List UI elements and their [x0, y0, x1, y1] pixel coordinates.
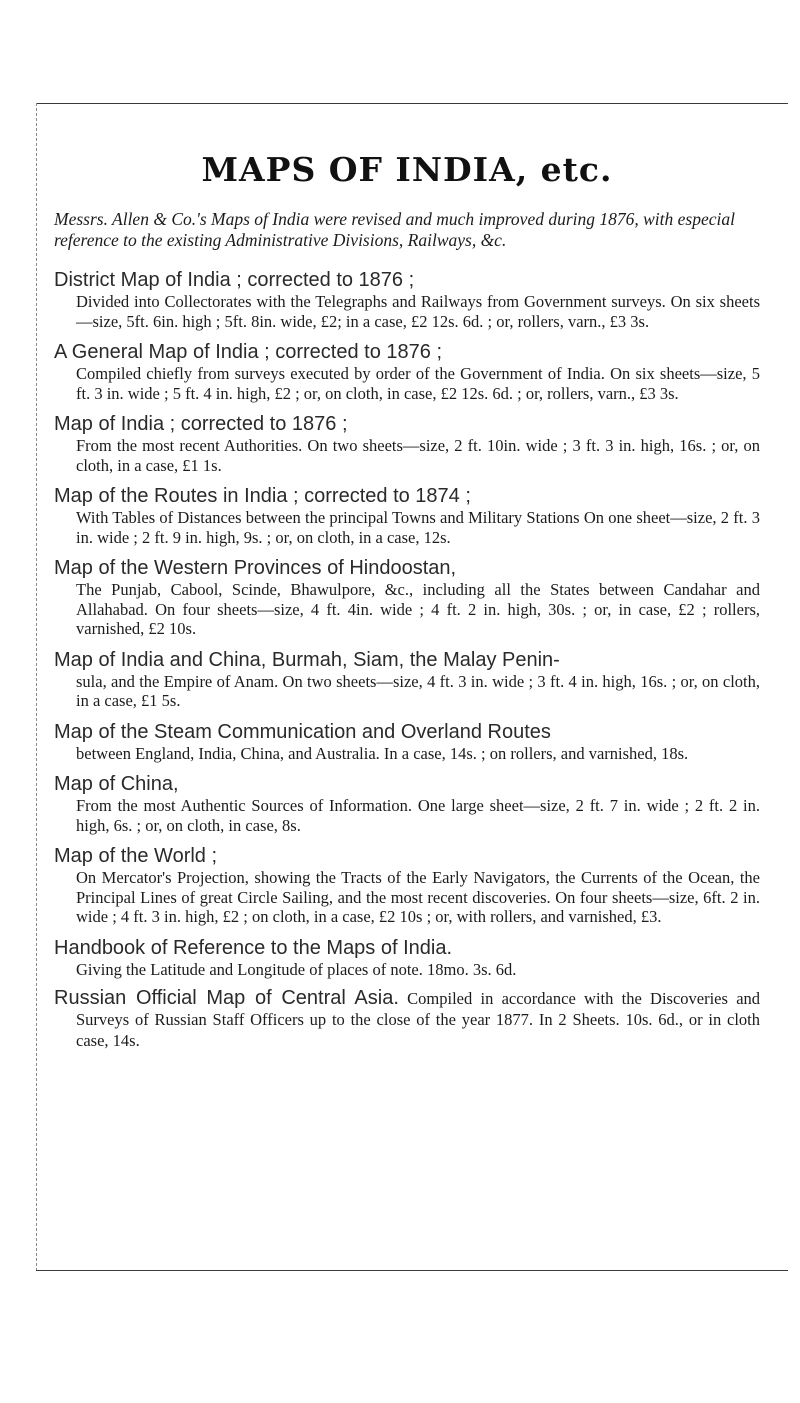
catalogue-entry-routes-map	[54, 484, 760, 547]
entry-title: Map of China,	[54, 773, 179, 795]
entry-title: Map of the Steam Communication and Overland Routes	[54, 720, 551, 743]
catalogue-entry-map-of-india	[54, 412, 760, 475]
catalogue-entry-world-map	[54, 844, 760, 927]
entry-description: Divided into Collectorates with the Telegraphs and Railways from Government surveys. On six sheets—size, 5ft. 6in. high ; 5ft. 8in. wide, £2; in a case, £2 12s. 6d. ; or, rollers, varn., £3 3s.	[76, 292, 760, 331]
catalogue-entry-handbook	[54, 936, 760, 980]
entry-title: Map of the Routes in India ; corrected to 1874 ;	[54, 485, 471, 507]
catalogue-entry-general-map	[54, 340, 760, 403]
catalogue-entry-district-map	[54, 268, 760, 331]
entry-title: Russian Official Map of Central Asia.	[54, 987, 399, 1009]
catalogue-entry-china-map	[54, 772, 760, 835]
catalogue-entry-india-china-map	[54, 648, 760, 711]
left-margin-rule	[36, 103, 37, 1271]
entry-title: Map of India ; corrected to 1876 ;	[54, 413, 348, 435]
entry-description: On Mercator's Projection, showing the Tracts of the Early Navigators, the Currents of the Ocean, the Principal Lines of great Circle Sailing, and the most recent discoveries. On four sheets—size, 6ft. 2 in. wide ; 4 ft. 3 in. high, £2 ; on cloth, in a case, £2 10s ; or, with rollers, and varnished, £3.	[76, 868, 760, 926]
page-title: MAPS OF INDIA, etc.	[201, 150, 613, 189]
catalogue-entry-russian-map	[54, 988, 760, 1051]
entry-description: between England, India, China, and Australia. In a case, 14s. ; on rollers, and varnished, 18s.	[76, 743, 689, 763]
entry-description: sula, and the Empire of Anam. On two sheets—size, 4 ft. 3 in. wide ; 3 ft. 4 in. high, 16s. ; or, on cloth, in a case, £1 5s.	[76, 671, 760, 710]
entry-description: The Punjab, Cabool, Scinde, Bhawulpore, &c., including all the States between Candahar and Allahabad. On four sheets—size, 4 ft. 4in. wide ; 4 ft. 2 in. high, 30s. ; or, in case, £2 ; rollers, varnished, £2 10s.	[76, 580, 760, 638]
catalogue-entry-western-provinces-map	[54, 556, 760, 639]
entry-title: District Map of India ; corrected to 1876 ;	[54, 269, 415, 291]
entry-title: Map of the World ;	[54, 845, 218, 867]
entry-title: A General Map of India ; corrected to 1876 ;	[54, 341, 443, 363]
catalogue-entry-steam-communication-map	[54, 720, 760, 764]
entry-description: From the most Authentic Sources of Information. One large sheet—size, 2 ft. 7 in. wide ; 2 ft. 2 in. high, 6s. ; or, on cloth, in case, 8s.	[76, 796, 760, 835]
catalogue-content	[54, 150, 760, 1060]
entry-paragraph	[54, 988, 760, 1051]
entry-description: From the most recent Authorities. On two sheets—size, 2 ft. 10in. wide ; 3 ft. 3 in. high, 16s. ; or, on cloth, in a case, £1 1s.	[76, 436, 760, 475]
entry-description: With Tables of Distances between the principal Towns and Military Stations On one sheet—size, 2 ft. 3 in. wide ; 2 ft. 9 in. high, 9s. ; or, on cloth, in a case, 12s.	[76, 508, 760, 547]
entry-title: Map of the Western Provinces of Hindoostan,	[54, 557, 457, 579]
entry-description: Giving the Latitude and Longitude of places of note. 18mo. 3s. 6d.	[76, 959, 517, 979]
entry-title: Map of India and China, Burmah, Siam, the Malay Penin-	[54, 648, 560, 671]
entry-title: Handbook of Reference to the Maps of India.	[54, 936, 453, 959]
intro-paragraph: Messrs. Allen & Co.'s Maps of India were revised and much improved during 1876, with especial reference to the existing Administrative Divisions, Railways, &c.	[54, 209, 735, 250]
bottom-rule	[36, 1270, 788, 1271]
entry-description: Compiled in accordance with the Discoveries and Surveys of Russian Staff Officers up to the close of the year 1877. In 2 Sheets. 10s. 6d., or in cloth case, 14s.	[76, 989, 761, 1050]
top-rule	[36, 103, 788, 104]
entry-description: Compiled chiefly from surveys executed by order of the Government of India. On six sheets—size, 5 ft. 3 in. wide ; 5 ft. 4 in. high, £2 ; or, on cloth, in case, £2 12s. 6d. ; or, rollers, varn., £3 3s.	[76, 364, 760, 403]
